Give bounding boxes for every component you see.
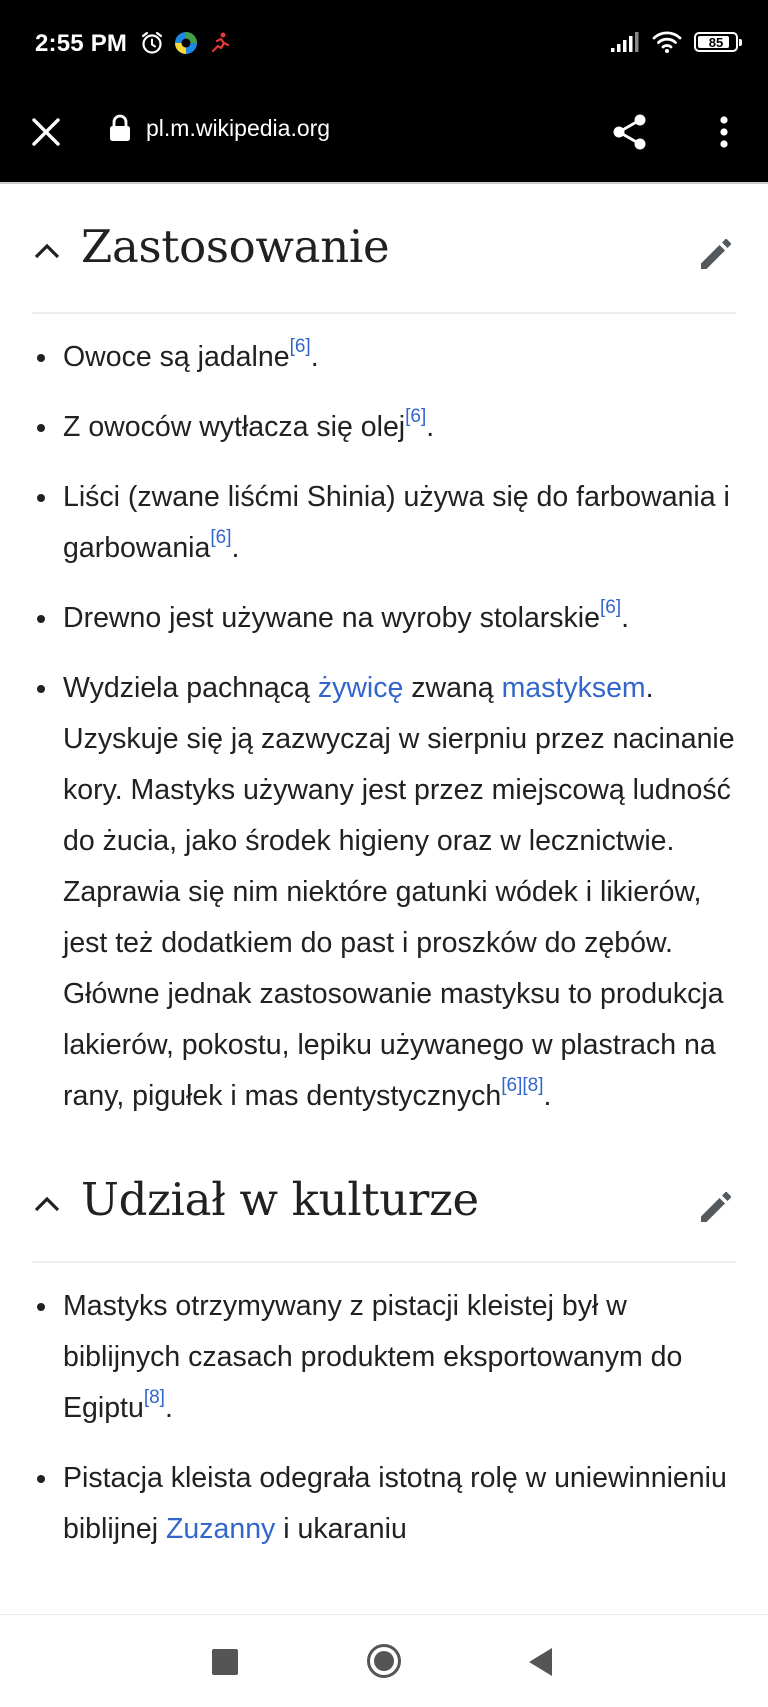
text-run: Z owoców wytłacza się olej <box>63 411 406 443</box>
bullet-list <box>0 314 768 1122</box>
section-header-zastosowanie[interactable] <box>32 184 736 314</box>
text-run: . Uzyskuje się ją zazwyczaj w sierpniu przez nacinanie kory. Mastyks używany jest przez miejscową ludność do żucia, jako środek higieny oraz w lecznictwie. Zaprawia się nim niektóre gatunki wódek i likierów, jest też dodatkiem do past i proszków do zębów. Główne jednak zastosowanie mastyksu to produkcja lakierów, pokostu, lepiku używanego w plastrach na rany, pigułek i mas dentystycznych <box>63 672 735 1112</box>
text-run: . <box>231 532 240 564</box>
close-icon <box>31 117 61 147</box>
text-run: zwaną <box>403 672 502 704</box>
text-run: i ukaraniu <box>275 1513 407 1545</box>
citation-ref[interactable]: [6] <box>289 336 311 357</box>
text-run: Pistacja kleista odegrała istotną rolę w uniewinnieniu biblijnej <box>63 1462 727 1545</box>
home-icon[interactable] <box>366 1643 402 1679</box>
wifi-icon <box>652 30 682 54</box>
citation-ref[interactable]: [8] <box>522 1075 544 1096</box>
text-run: Mastyks otrzymywany z pistacji kleistej był w biblijnych czasach produktem eksportowanym do Egiptu <box>63 1290 683 1424</box>
more-options-button[interactable] <box>704 110 744 154</box>
citation-ref[interactable]: [8] <box>143 1387 165 1408</box>
pencil-icon <box>698 1189 734 1225</box>
bullet-list <box>0 1263 768 1555</box>
share-button[interactable] <box>608 110 652 154</box>
list-item <box>32 332 736 383</box>
article-content <box>0 182 768 1614</box>
article-link[interactable]: Zuzanny <box>165 1513 276 1545</box>
signal-icon <box>610 31 640 53</box>
list-item <box>32 472 736 574</box>
more-vert-icon <box>719 115 729 149</box>
edit-section-button[interactable] <box>696 1187 736 1227</box>
citation-ref[interactable]: [6] <box>405 406 427 427</box>
list-item <box>32 402 736 453</box>
battery-icon <box>694 32 738 52</box>
text-run: Owoce są jadalne <box>63 341 290 373</box>
pencil-icon <box>698 236 734 272</box>
text-run: . <box>164 1392 173 1424</box>
article-link[interactable]: żywicę <box>317 672 404 704</box>
list-item <box>32 1281 736 1434</box>
notification-icons <box>139 30 233 56</box>
app-notification-icon <box>173 30 199 56</box>
section-header-udzial-w-kulturze[interactable] <box>32 1141 736 1263</box>
browser-toolbar <box>0 92 768 182</box>
back-icon[interactable] <box>526 1646 556 1678</box>
list-item <box>32 663 736 1122</box>
text-run: Liści (zwane liśćmi Shinia) używa się do farbowania i garbowania <box>63 481 730 564</box>
battery-level: 85 <box>708 34 724 50</box>
text-run: . <box>543 1080 552 1112</box>
close-button[interactable] <box>26 112 66 152</box>
section-title: Zastosowanie <box>81 220 390 273</box>
citation-ref[interactable]: [6] <box>501 1075 523 1096</box>
text-run: . <box>621 602 630 634</box>
system-nav-bar <box>0 1614 768 1707</box>
citation-ref[interactable]: [6] <box>210 527 232 548</box>
citation-ref[interactable]: [6] <box>599 597 622 618</box>
article-link[interactable]: mastyksem <box>501 672 646 704</box>
chevron-up-icon[interactable] <box>32 1189 62 1219</box>
share-icon <box>611 113 649 151</box>
list-item <box>32 593 736 644</box>
text-run: . <box>310 341 319 373</box>
status-bar <box>0 0 768 92</box>
text-run: Drewno jest używane na wyroby stolarskie <box>63 602 600 634</box>
text-run: . <box>426 411 435 443</box>
url-text: pl.m.wikipedia.org <box>146 114 331 141</box>
section-title: Udział w kulturze <box>81 1173 479 1226</box>
system-icons <box>610 30 738 54</box>
list-item <box>32 1453 736 1555</box>
alarm-icon <box>139 30 165 56</box>
sport-app-icon <box>207 30 233 56</box>
status-time: 2:55 PM <box>35 30 128 57</box>
chevron-up-icon[interactable] <box>32 236 62 266</box>
lock-icon <box>108 114 132 142</box>
text-run: Wydziela pachnącą <box>63 672 318 704</box>
recent-apps-icon[interactable] <box>212 1649 238 1675</box>
url-bar[interactable] <box>108 114 330 142</box>
edit-section-button[interactable] <box>696 234 736 274</box>
